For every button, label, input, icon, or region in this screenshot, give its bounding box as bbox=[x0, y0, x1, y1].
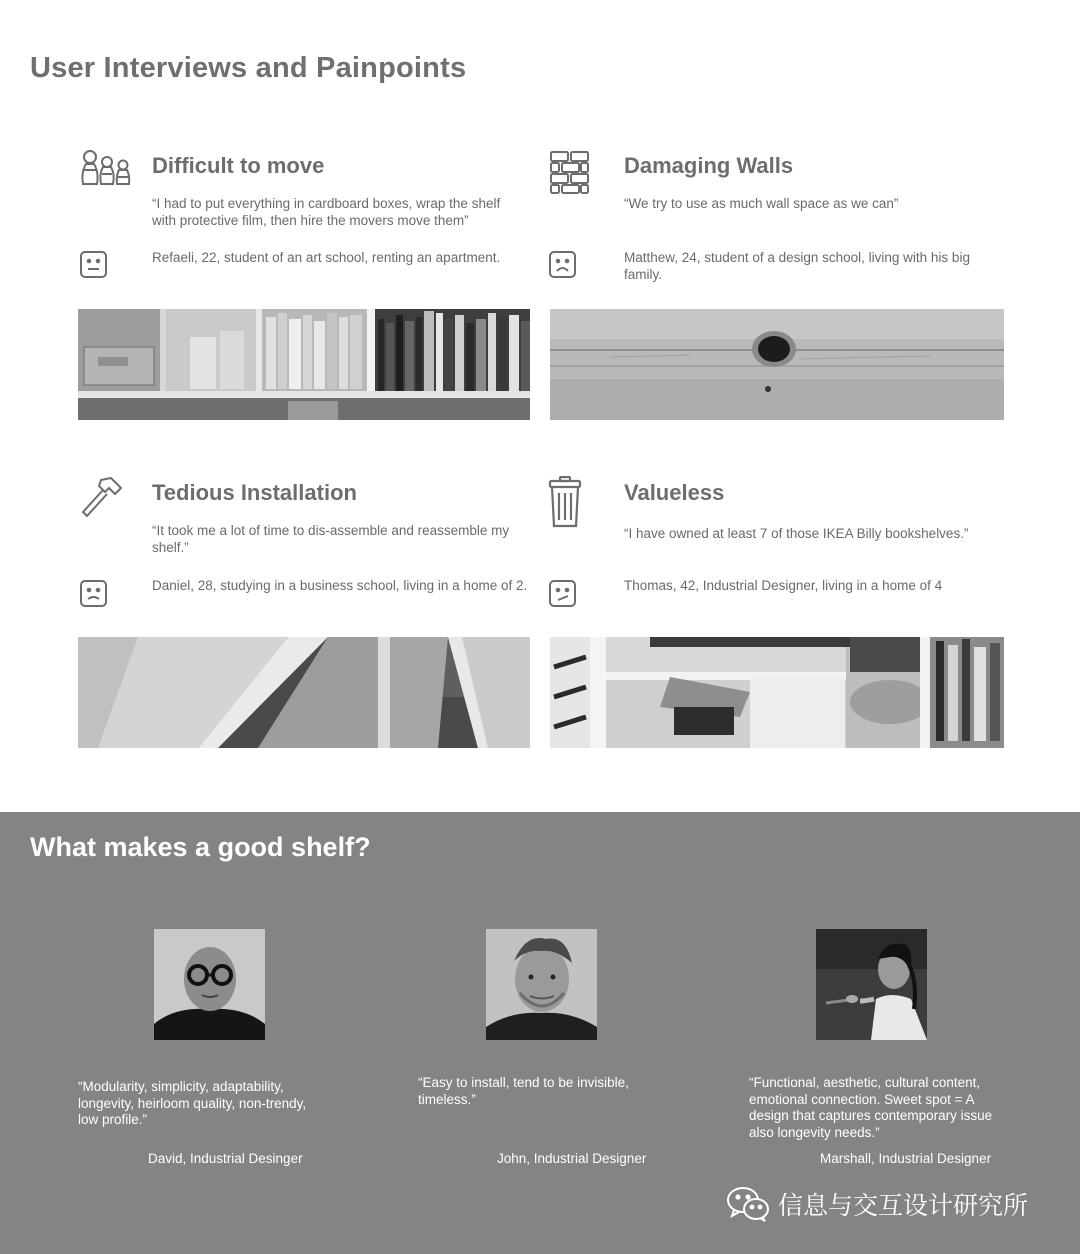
watermark-text: 信息与交互设计研究所 bbox=[778, 1192, 1029, 1220]
painpoint-quote: “We try to use as much wall space as we can” bbox=[624, 196, 899, 211]
frown-face-icon bbox=[80, 580, 107, 607]
nesting-dolls-icon bbox=[80, 150, 132, 186]
shelf-assembly-photo bbox=[78, 637, 530, 748]
expert-quote: “Easy to install, tend to be invisible, timeless.” bbox=[418, 1075, 629, 1107]
expert-quote: “Functional, aesthetic, cultural content, emotional connection. Sweet spot = A design that captures contemporary issue also longevity needs.” bbox=[749, 1075, 993, 1140]
page-title: User Interviews and Painpoints bbox=[30, 52, 467, 84]
expert-quote: “Modularity, simplicity, adaptability, longevity, heirloom quality, non-trendy, low profile.” bbox=[78, 1079, 307, 1127]
brick-wall-icon bbox=[549, 150, 591, 194]
john-portrait bbox=[486, 929, 597, 1040]
painpoint-quote: “I have owned at least 7 of those IKEA Billy bookshelves.” bbox=[624, 526, 969, 541]
damaged-wall-photo bbox=[550, 309, 1004, 420]
painpoint-quote: “I had to put everything in cardboard boxes, wrap the shelf with protective film, then hire the movers move them” bbox=[152, 196, 501, 228]
painpoint-title: Valueless bbox=[624, 480, 725, 505]
painpoint-persona: Refaeli, 22, student of an art school, renting an apartment. bbox=[152, 250, 501, 265]
neutral-face-icon bbox=[80, 251, 107, 278]
painpoint-title: Damaging Walls bbox=[624, 153, 794, 178]
painpoint-persona: Matthew, 24, student of a design school, living with his big family. bbox=[624, 250, 970, 282]
painpoint-quote: “It took me a lot of time to dis-assemble and reassemble my shelf.” bbox=[152, 523, 510, 555]
sad-face-icon bbox=[549, 251, 576, 278]
painpoint-persona: Daniel, 28, studying in a business school, living in a home of 2. bbox=[152, 578, 528, 593]
painpoint-title: Difficult to move bbox=[152, 153, 325, 178]
expert-name: John, Industrial Designer bbox=[497, 1151, 647, 1166]
painpoint-persona: Thomas, 42, Industrial Designer, living in a home of 4 bbox=[624, 578, 943, 593]
hammer-icon bbox=[79, 476, 123, 518]
wechat-icon bbox=[726, 1186, 770, 1222]
marshall-portrait bbox=[816, 929, 927, 1040]
david-portrait bbox=[154, 929, 265, 1040]
cluttered-shelf-photo bbox=[550, 637, 1004, 748]
painpoint-title: Tedious Installation bbox=[152, 480, 357, 505]
section-title: What makes a good shelf? bbox=[30, 832, 371, 862]
expert-name: Marshall, Industrial Designer bbox=[820, 1151, 992, 1166]
watermark bbox=[726, 1186, 1028, 1222]
skeptical-face-icon bbox=[549, 580, 576, 607]
bookshelf-photo bbox=[78, 309, 530, 420]
trash-can-icon bbox=[548, 476, 582, 528]
expert-name: David, Industrial Desinger bbox=[148, 1151, 303, 1166]
